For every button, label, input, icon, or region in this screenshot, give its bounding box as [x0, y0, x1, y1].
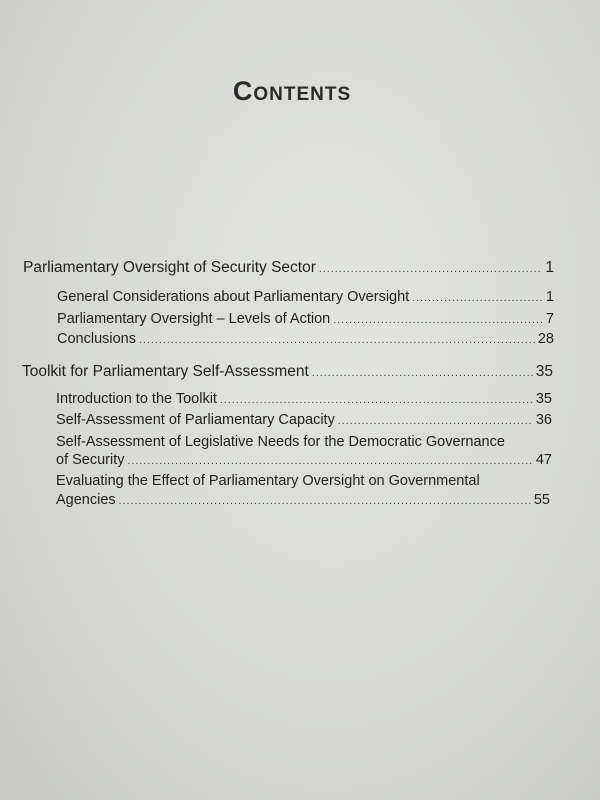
toc-entry-label: of Security: [56, 452, 125, 468]
toc-page-number: 1: [545, 289, 554, 305]
toc-section-toolkit: [22, 363, 553, 383]
toc-entry-levels-of-action: [57, 310, 554, 330]
toc-page-number: 36: [535, 412, 552, 428]
toc-page-number: 35: [535, 363, 553, 380]
toc-entry-parliamentary-capacity: [56, 411, 552, 431]
toc-page-number: 47: [535, 452, 552, 468]
dot-leader: [412, 290, 543, 308]
toc-entry-label: Conclusions: [57, 331, 136, 347]
dot-leader: [128, 453, 533, 471]
toc-entry-label: Introduction to the Toolkit: [56, 391, 217, 407]
toc-entry-evaluating-effect: [56, 491, 550, 511]
toc-entry-label: Self-Assessment of Parliamentary Capacity: [56, 412, 335, 428]
dot-leader: [333, 312, 543, 330]
dot-leader: [338, 413, 533, 431]
dot-leader: [319, 261, 542, 279]
toc-entry-evaluating-effect-line1: Evaluating the Effect of Parliamentary Oversight on Governmental: [56, 473, 480, 489]
page-title: Contents: [232, 76, 352, 106]
toc-entry-label: General Considerations about Parliamentary Oversight: [57, 289, 410, 305]
toc-entry-legislative-needs-line1: Self-Assessment of Legislative Needs for the Democratic Governance: [56, 434, 505, 450]
toc-section-label: Toolkit for Parliamentary Self-Assessment: [22, 363, 309, 380]
dot-leader: [119, 493, 531, 511]
toc-page-number: 55: [533, 492, 550, 508]
toc-entry-legislative-needs: [56, 451, 552, 471]
dot-leader: [139, 332, 535, 350]
toc-section-label: Parliamentary Oversight of Security Sector: [23, 259, 316, 276]
dot-leader: [220, 392, 533, 410]
toc-entry-general-considerations: [57, 288, 554, 308]
toc-page-number: 35: [535, 391, 552, 407]
toc-entry-label: Agencies: [56, 492, 116, 508]
toc-page-number: 28: [537, 331, 554, 347]
toc-section-parliamentary-oversight: [23, 259, 554, 279]
toc-entry-label: Parliamentary Oversight – Levels of Action: [57, 311, 331, 327]
dot-leader: [312, 365, 533, 383]
toc-page-number: 7: [545, 311, 554, 327]
toc-page-number: 1: [545, 259, 554, 276]
toc-entry-introduction: [56, 390, 552, 410]
toc-entry-conclusions: [57, 330, 554, 350]
